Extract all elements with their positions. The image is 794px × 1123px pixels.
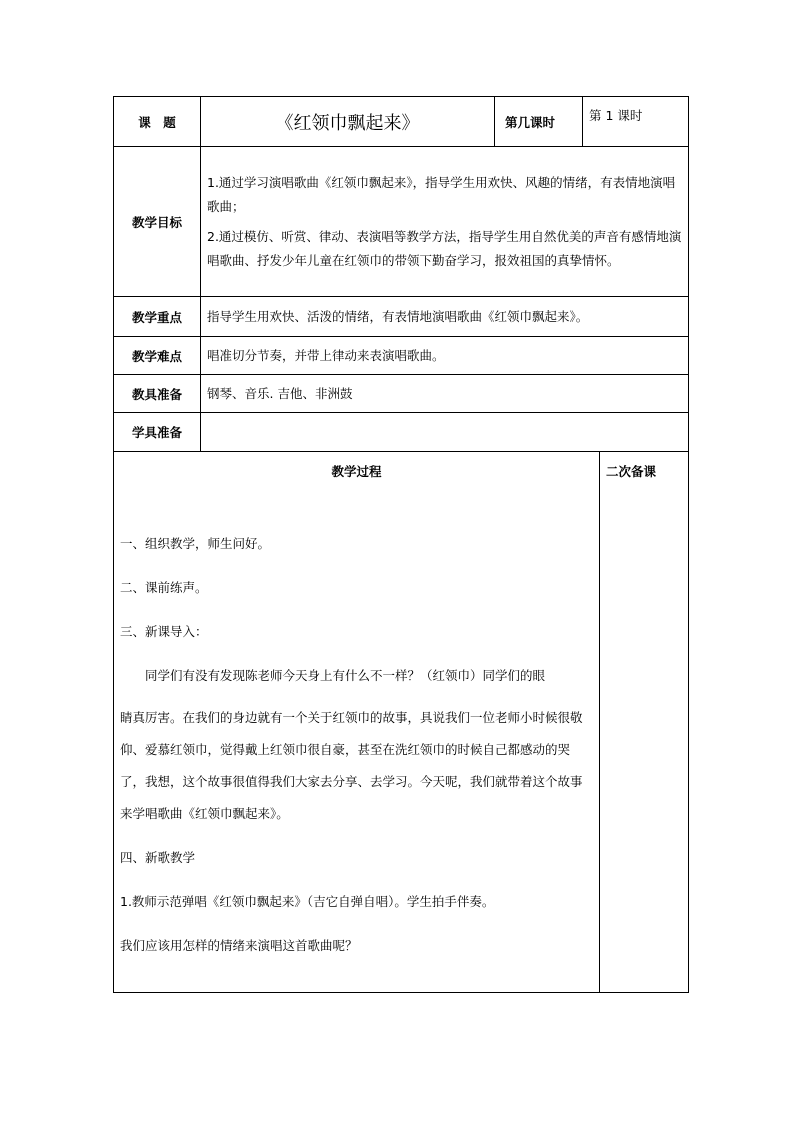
difficulty-row (114, 337, 689, 375)
tools-row (114, 375, 689, 413)
tools-label: 教具准备 (114, 375, 201, 413)
focus-value: 指导学生用欢快、活泼的情绪，有表情地演唱歌曲《红领巾飘起来》。 (201, 297, 689, 337)
goal-2: 2.通过模仿、听赏、律动、表演唱等教学方法，指导学生用自然优美的声音有感情地演唱歌曲、抒发少年儿童在红领巾的带领下勤奋学习，报效祖国的真挚情怀。 (207, 228, 682, 268)
process-row (114, 452, 689, 993)
difficulty-label: 教学难点 (114, 337, 201, 375)
teaching-step-1: 1.教师示范弹唱《红领巾飘起来》（吉它自弹自唱）。学生拍手伴奏。 (120, 894, 495, 909)
goal-1: 1.通过学习演唱歌曲《红领巾飘起来》，指导学生用欢快、风趣的情绪，有表情地演唱歌曲； (207, 174, 676, 214)
step-1: 一、组织教学，师生问好。 (120, 536, 271, 551)
process-title: 教学过程 (331, 464, 382, 479)
lesson-plan (113, 96, 688, 993)
question-line: 我们应该用怎样的情绪来演唱这首歌曲呢？ (120, 938, 358, 953)
lesson-value: 第 1 课时 (583, 97, 689, 147)
difficulty-value: 唱准切分节奏，并带上律动来表演唱歌曲。 (201, 337, 689, 375)
intro-paragraph-1: 同学们有没有发现陈老师今天身上有什么不一样？（红领巾）同学们的眼 (145, 668, 546, 683)
student-label: 学具准备 (114, 413, 201, 452)
lesson-plan-table (113, 96, 689, 993)
goals-label: 教学目标 (114, 147, 201, 297)
goals-row (114, 147, 689, 297)
intro-paragraph-2: 睛真厉害。在我们的身边就有一个关于红领巾的故事，具说我们一位老师小时候很敬仰、爱慕红领巾，觉得戴上红领巾很自豪，甚至在洗红领巾的时候自己都感动的哭了，我想，这个故事很值得我们大家去分享、去学习。今天呢，我们就带着这个故事来学唱歌曲《红领巾飘起来》。 (120, 710, 583, 821)
goals-content (201, 147, 689, 297)
tools-value: 钢琴、音乐. 吉他、非洲鼓 (201, 375, 689, 413)
second-preparation-cell (600, 452, 689, 993)
process-body (114, 532, 599, 958)
step-4: 四、新歌教学 (120, 850, 196, 865)
process-cell (114, 452, 600, 993)
student-value (201, 413, 689, 452)
second-preparation-title: 二次备课 (606, 464, 657, 479)
student-row (114, 413, 689, 452)
focus-label: 教学重点 (114, 297, 201, 337)
topic-row (114, 97, 689, 147)
focus-row (114, 297, 689, 337)
lesson-label: 第几课时 (495, 97, 583, 147)
topic-label: 课 题 (114, 97, 201, 147)
topic-title: 《红领巾飘起来》 (201, 97, 495, 147)
step-2: 二、课前练声。 (120, 580, 208, 595)
step-3: 三、新课导入： (120, 624, 208, 639)
